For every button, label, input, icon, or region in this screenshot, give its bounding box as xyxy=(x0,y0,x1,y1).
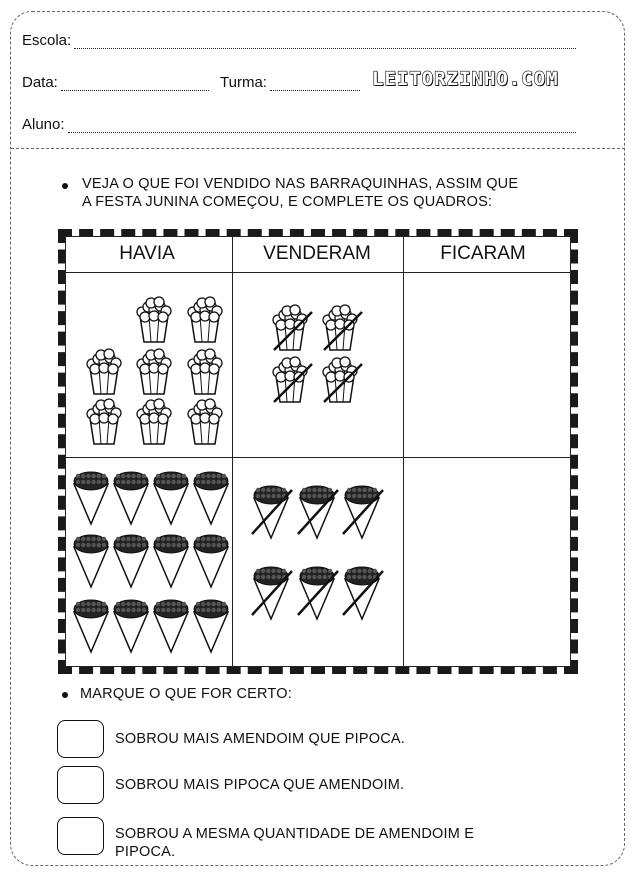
school-line[interactable] xyxy=(74,34,576,49)
student-label: Aluno: xyxy=(22,116,65,133)
popcorn-icon xyxy=(82,350,126,396)
peanut-cone-icon xyxy=(112,533,150,589)
peanut-cone-icon xyxy=(152,598,190,654)
peanut-cone-icon xyxy=(72,598,110,654)
option-3-checkbox[interactable] xyxy=(57,817,104,855)
question-prompt: MARQUE O QUE FOR CERTO: xyxy=(80,686,292,702)
class-label: Turma: xyxy=(220,74,267,91)
peanut-cone-icon xyxy=(112,598,150,654)
class-field[interactable] xyxy=(220,74,360,91)
option-3-label-line2: PIPOCA. xyxy=(115,844,176,860)
peanut-cone-icon xyxy=(192,533,230,589)
popcorn-sold-icon xyxy=(318,306,362,352)
date-line[interactable] xyxy=(61,76,209,91)
bullet-icon xyxy=(62,183,68,189)
peanut-cone-icon xyxy=(72,533,110,589)
date-field[interactable] xyxy=(22,74,209,91)
popcorn-sold-icon xyxy=(268,358,312,404)
table-col-line-2 xyxy=(403,236,404,667)
bullet-icon xyxy=(62,692,68,698)
instruction-line1: VEJA O QUE FOI VENDIDO NAS BARRAQUINHAS, ASSIM QUE xyxy=(82,176,519,192)
peanut-cone-sold-icon xyxy=(343,484,381,540)
peanut-cone-sold-icon xyxy=(252,565,290,621)
option-1-checkbox[interactable] xyxy=(57,720,104,758)
peanut-cone-sold-icon xyxy=(298,484,336,540)
peanut-cone-icon xyxy=(152,470,190,526)
option-2-label: SOBROU MAIS PIPOCA QUE AMENDOIM. xyxy=(115,777,405,793)
class-line[interactable] xyxy=(270,76,360,91)
answer-cell-popcorn[interactable] xyxy=(405,275,569,456)
popcorn-icon xyxy=(132,298,176,344)
school-label: Escola: xyxy=(22,32,72,49)
peanut-cone-sold-icon xyxy=(298,565,336,621)
peanut-cone-icon xyxy=(112,470,150,526)
instruction-line2: A FESTA JUNINA COMEÇOU, E COMPLETE OS QUADROS: xyxy=(82,194,493,210)
peanut-cone-icon xyxy=(192,470,230,526)
header-divider xyxy=(11,148,625,149)
popcorn-icon xyxy=(82,400,126,446)
table-col-line-1 xyxy=(232,236,233,667)
option-3-label-line1: SOBROU A MESMA QUANTIDADE DE AMENDOIM E xyxy=(115,826,475,842)
peanut-cone-sold-icon xyxy=(343,565,381,621)
peanut-cone-icon xyxy=(152,533,190,589)
brand-logo: LEITORZINHO.COM xyxy=(372,68,559,90)
col-header-havia: HAVIA xyxy=(119,243,175,264)
popcorn-icon xyxy=(183,350,227,396)
popcorn-icon xyxy=(132,350,176,396)
option-1-label: SOBROU MAIS AMENDOIM QUE PIPOCA. xyxy=(115,731,405,747)
popcorn-icon xyxy=(132,400,176,446)
col-header-ficaram: FICARAM xyxy=(440,243,526,264)
peanut-cone-sold-icon xyxy=(252,484,290,540)
popcorn-sold-icon xyxy=(268,306,312,352)
table-header-line xyxy=(65,272,571,273)
option-2-checkbox[interactable] xyxy=(57,766,104,804)
popcorn-icon xyxy=(183,400,227,446)
popcorn-icon xyxy=(183,298,227,344)
table-row-line xyxy=(65,457,571,458)
student-line[interactable] xyxy=(68,118,576,133)
peanut-cone-icon xyxy=(192,598,230,654)
answer-cell-peanut[interactable] xyxy=(405,460,569,665)
peanut-cone-icon xyxy=(72,470,110,526)
popcorn-sold-icon xyxy=(318,358,362,404)
date-label: Data: xyxy=(22,74,58,91)
student-field[interactable] xyxy=(22,116,576,133)
school-field[interactable] xyxy=(22,32,576,49)
col-header-venderam: VENDERAM xyxy=(263,243,371,264)
